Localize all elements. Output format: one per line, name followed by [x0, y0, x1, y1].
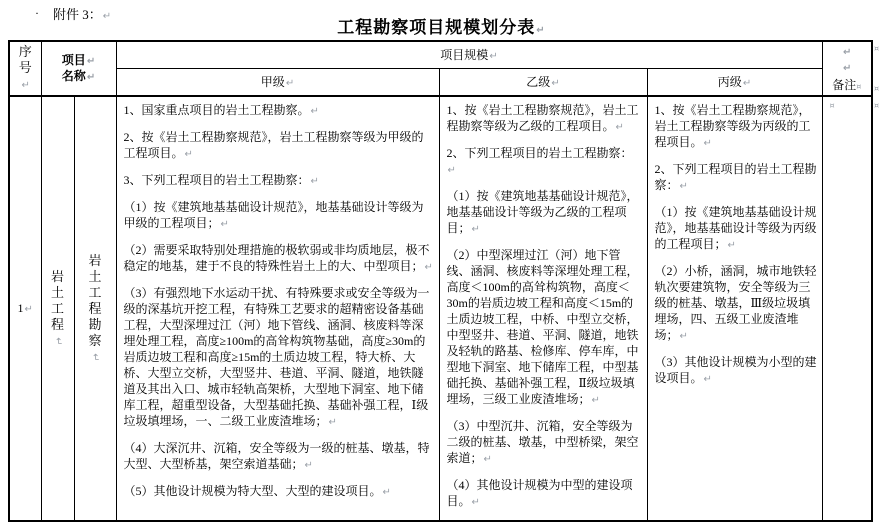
pilcrow-mark: ↵: [310, 106, 319, 117]
pilcrow-mark: ↵: [447, 165, 456, 176]
paragraph: [823, 44, 872, 60]
pilcrow-mark: ↵: [615, 122, 624, 133]
cell-serial-number: 1↵: [9, 96, 41, 521]
header-remark-blank-lines: [823, 44, 872, 76]
paragraph: 名称↵: [61, 68, 96, 83]
header-grade-c: 丙级↵: [647, 68, 822, 96]
pilcrow-mark: ↵: [310, 176, 319, 187]
rotated-pilcrow-mark: ↵: [52, 337, 64, 346]
cell-subcategory: 岩土工程勘察 ↵: [74, 96, 116, 521]
cell-category: 岩土工程 ↵: [41, 96, 74, 521]
pilcrow-mark: ↵: [328, 417, 337, 428]
header-serial-number: [9, 41, 41, 96]
pilcrow-mark: ↵: [742, 78, 752, 90]
pilcrow-mark: ↵: [536, 25, 546, 36]
rotated-pilcrow-mark: ↵: [89, 353, 101, 362]
paragraph: [823, 60, 872, 76]
cell-grade-c-criteria: [647, 96, 822, 521]
paragraph: （4）大深沉井、沉箱，安全等级为一级的桩基、墩基，特大型、大型桥基，架空索道基础；↵: [123, 441, 430, 471]
paragraph: 1、国家重点项目的岩土工程勘察。↵: [123, 103, 319, 117]
pilcrow-mark: ↵: [86, 55, 96, 67]
header-grade-a: 甲级↵: [116, 68, 439, 96]
pilcrow-mark: ↵: [102, 11, 112, 22]
paragraph: （2）需要采取特别处理措施的极软弱或非均质地层，极不稳定的地基，建于不良的特殊性岩土上的大、中型项目；↵: [123, 243, 433, 273]
header-grade-b: 乙级↵: [439, 68, 647, 96]
document-header: [0, 0, 883, 40]
header-remark-label: 备注¤: [832, 78, 862, 92]
row-end-mark: ¤: [874, 101, 880, 110]
row-end-mark: ¤: [874, 84, 880, 93]
cell-grade-b-criteria: [439, 96, 647, 521]
paragraph: 2、下列工程项目的岩土工程勘察：↵: [654, 162, 817, 192]
pilcrow-mark: ↵: [304, 460, 313, 471]
cell-end-mark: ¤: [856, 82, 862, 91]
row-end-mark: ¤: [874, 44, 880, 53]
header-remark: [822, 41, 872, 96]
paragraph: （3）中型沉井、沉箱，安全等级为二级的桩基、墩基，中型桥梁，架空索道；↵: [446, 419, 639, 465]
pilcrow-mark: ↵: [727, 240, 736, 251]
bullet-mark: ·: [35, 6, 39, 20]
pilcrow-mark: ↵: [24, 304, 33, 315]
grade-c-paragraphs: [655, 102, 817, 388]
pilcrow-mark: ↵: [703, 374, 712, 385]
pilcrow-mark: ↵: [591, 395, 600, 406]
pilcrow-mark: ↵: [483, 454, 492, 465]
pilcrow-mark: ↵: [471, 224, 480, 235]
header-project-scale: 项目规模↵: [116, 41, 822, 68]
paragraph: （1）按《建筑地基基础设计规范》，地基基础设计等级为丙级的工程项目；↵: [654, 205, 817, 251]
attachment-text: 附件 3：↵: [53, 7, 112, 22]
pilcrow-mark: ↵: [424, 262, 433, 273]
paragraph: （2）中型深埋过江（河）地下管线、涵洞、核废料等深埋处理工程，高度＜100m的高耸构筑物，高度＜30m的岩质边坡工程和高度＜15m的土质边坡工程，中桥、中型立交桥，中型竖井、巷道、平洞、隧道，地铁及轻轨的路基、检修库、停车库，中型地下洞室、地下储库工程，中型基础托换、基础补强工程，Ⅱ级垃圾填埋场，三级工业废渣堆场；↵: [446, 248, 639, 406]
pilcrow-mark: ↵: [184, 149, 193, 160]
paragraph: （1）按《建筑地基基础设计规范》，地基基础设计等级为甲级的工程项目；↵: [123, 200, 424, 230]
paragraph: 2、按《岩土工程勘察规范》，岩土工程勘察等级为甲级的工程项目。↵: [123, 130, 424, 160]
grade-b-paragraphs: [447, 102, 642, 511]
paragraph: （1）按《建筑地基基础设计规范》，地基基础设计等级为乙级的工程项目；↵: [446, 189, 639, 235]
pilcrow-mark: ↵: [551, 78, 560, 90]
pilcrow-mark: ↵: [220, 219, 229, 230]
pilcrow-mark: ↵: [86, 71, 96, 83]
pilcrow-mark: ↵: [843, 47, 852, 58]
paragraph: （3）其他设计规模为小型的建设项目。↵: [654, 355, 817, 385]
pilcrow-mark: ↵: [679, 181, 688, 192]
paragraph: （3）有强烈地下水运动干扰、有特殊要求或安全等级为一级的深基坑开挖工程，有特殊工艺要求的超精密设备基础工程，大型深埋过江（河）地下管线、涵洞、核废料等深埋处理工程，高度≥100m的高耸构筑物基础，高度≥30m的岩质边坡工程和高度≥15m的土质边坡工程，特大桥、大桥、大型立交桥，大型竖井、巷道、平洞、隧道，地铁隧道及其出入口、城市轻轨高架桥，大型地下洞室、地下储库工程，超重型设备，大型基础托换、基础补强工程，Ⅰ级垃圾填埋场，一、二级工业废渣堆场；↵: [123, 286, 430, 428]
grade-a-paragraphs: [124, 102, 434, 501]
cell-end-mark: ¤: [829, 101, 835, 110]
pilcrow-mark: ↵: [21, 79, 30, 91]
paragraph: 2、下列工程项目的岩土工程勘察：↵: [446, 146, 633, 176]
table-row: [9, 96, 872, 521]
pilcrow-mark: ↵: [679, 331, 688, 342]
paragraph: （2）小桥，涵洞，城市地铁轻轨次要建筑物，安全等级为三级的桩基、墩基，Ⅲ级垃圾填埋场，四、五级工业废渣堆场；↵: [654, 264, 817, 342]
pilcrow-mark: ↵: [703, 138, 712, 149]
cell-remark: [822, 96, 872, 521]
pilcrow-mark: ↵: [489, 51, 498, 63]
pilcrow-mark: ↵: [285, 78, 295, 90]
paragraph: 3、下列工程项目的岩土工程勘察：↵: [123, 173, 319, 187]
header-project-name-lines: [42, 53, 116, 85]
paragraph: 项目↵: [61, 52, 96, 67]
pilcrow-mark: ↵: [471, 497, 480, 508]
paragraph: 1、按《岩土工程勘察规范》，岩土工程勘察等级为乙级的工程项目。↵: [446, 103, 639, 133]
pilcrow-mark: ↵: [382, 487, 391, 498]
page-title: 工程勘察项目规模划分表↵: [337, 18, 546, 37]
cell-grade-a-criteria: [116, 96, 439, 521]
header-project-name: [41, 41, 116, 96]
project-scale-table: [8, 40, 873, 522]
paragraph: （4）其他设计规模为中型的建设项目。↵: [446, 478, 633, 508]
paragraph: （5）其他设计规模为特大型、大型的建设项目。↵: [123, 484, 391, 498]
pilcrow-mark: ↵: [843, 63, 852, 74]
paragraph: 1、按《岩土工程勘察规范》，岩土工程勘察等级为丙级的工程项目。↵: [654, 103, 811, 149]
header-serial-text: 序号↵: [18, 43, 32, 91]
